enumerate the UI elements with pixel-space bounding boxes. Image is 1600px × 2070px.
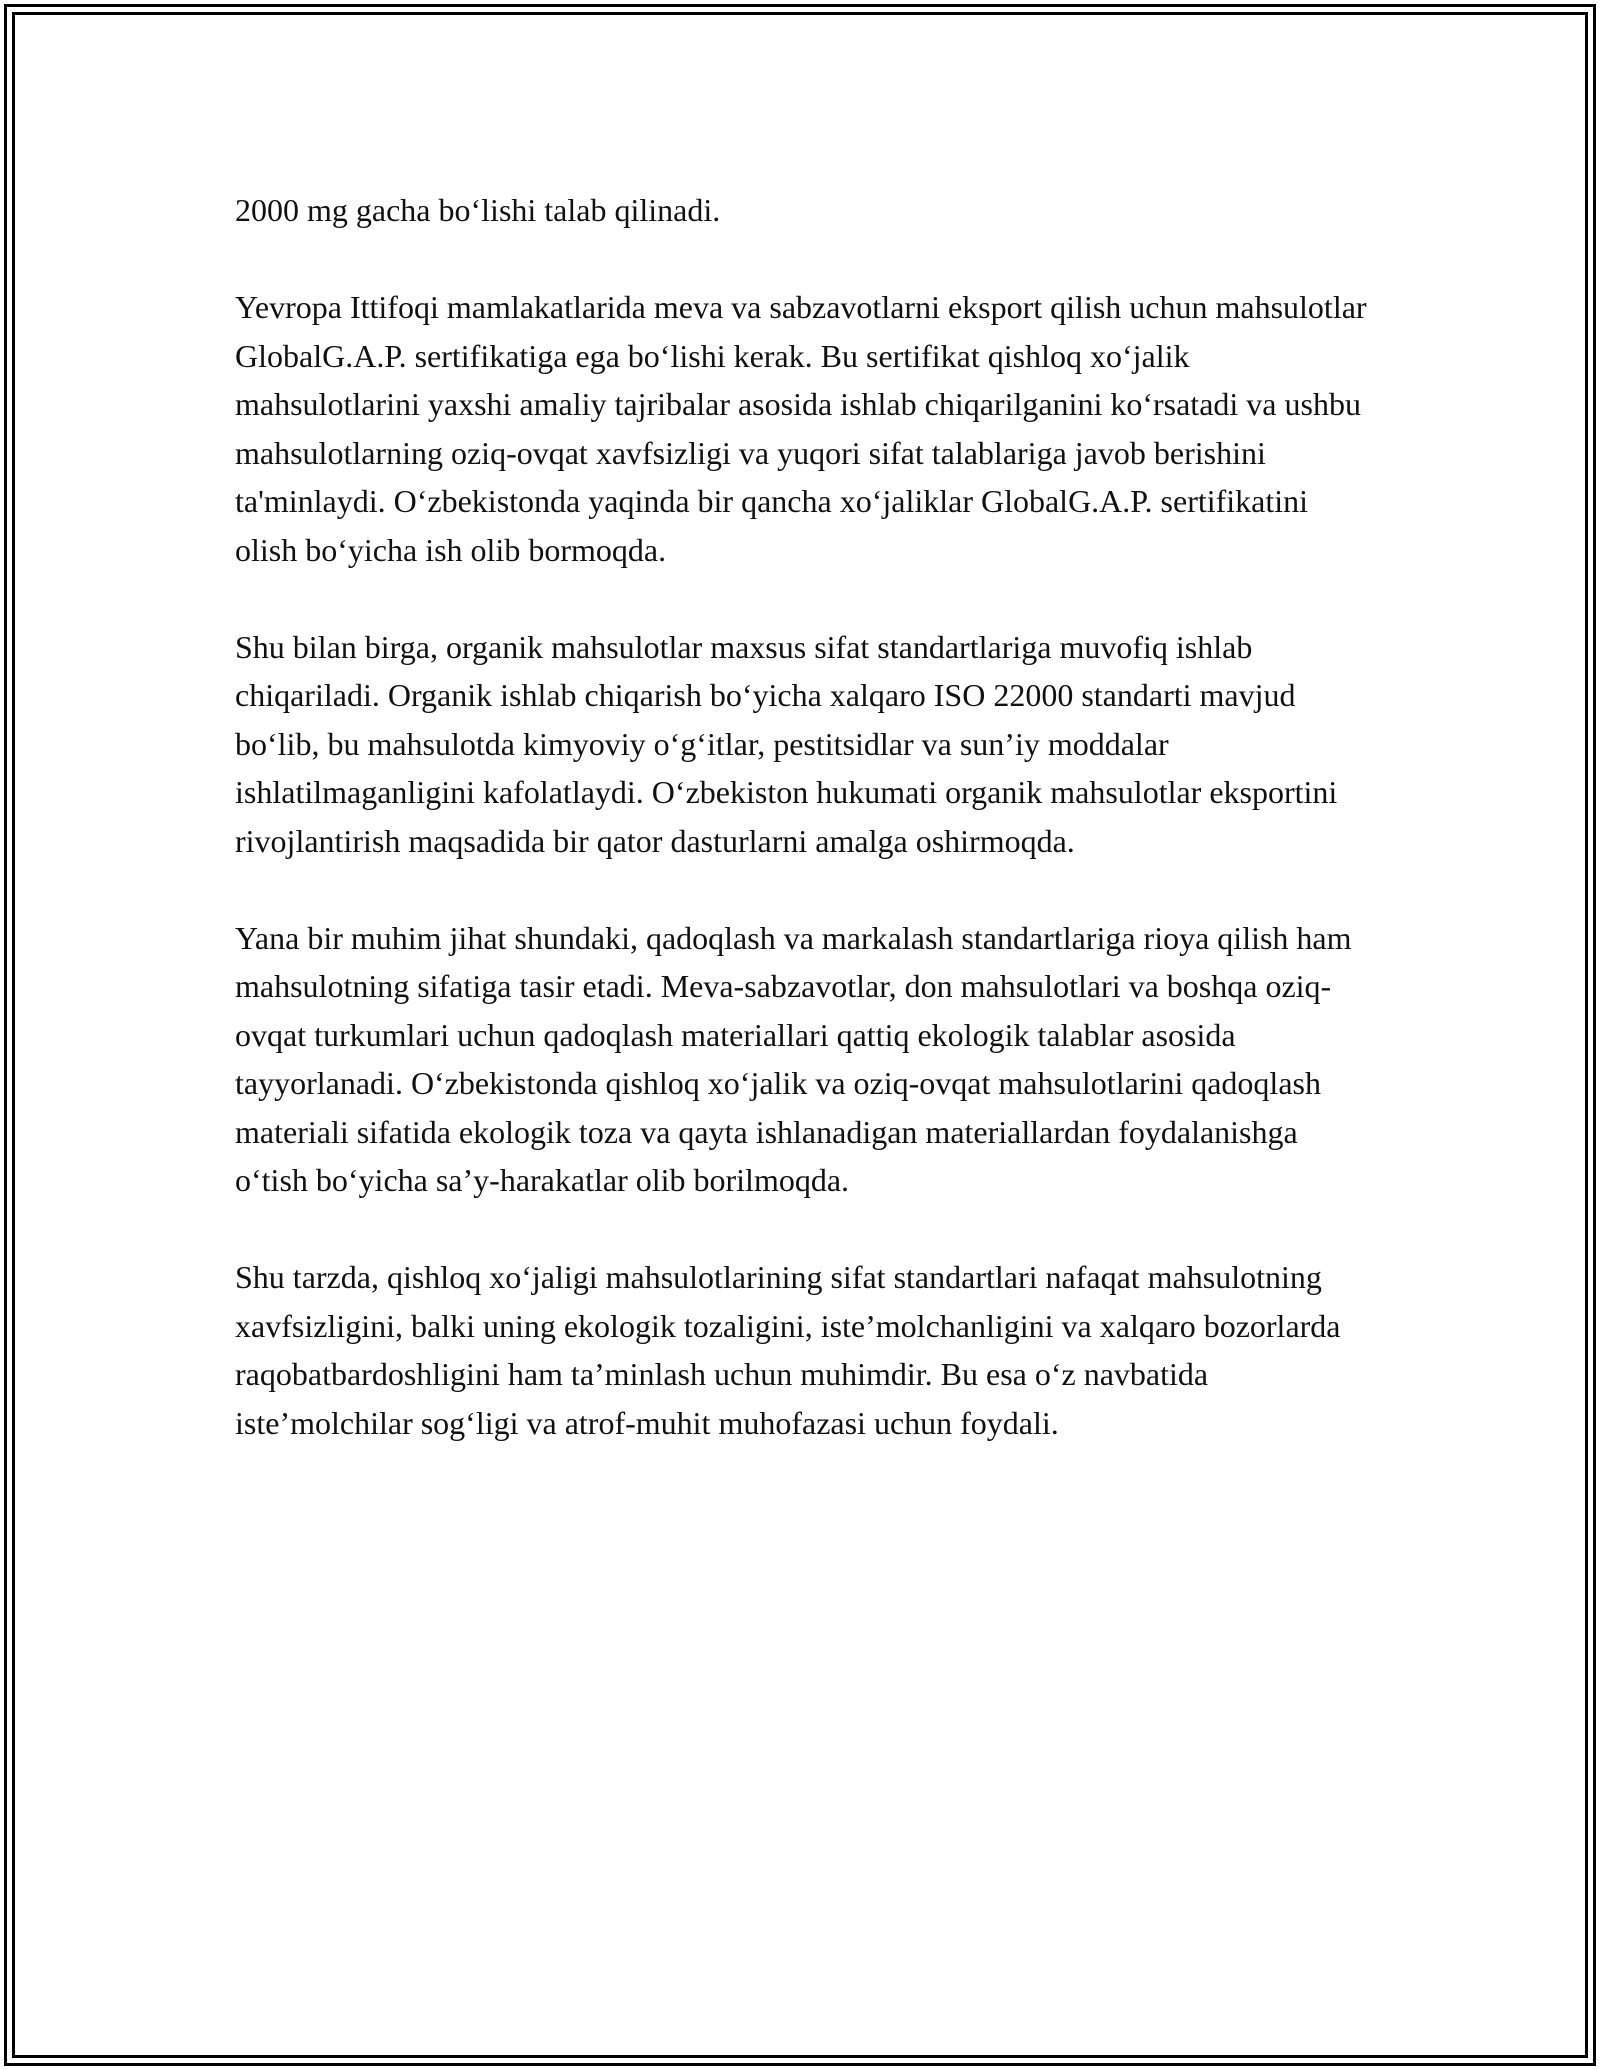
- document-body: [235, 186, 1375, 1496]
- paragraph-2: Yevropa Ittifoqi mamlakatlarida meva va sabzavotlarni eksport qilish uchun mahsulotlar GlobalG.A.P. sertifikatiga ega bo‘lishi kerak. Bu sertifikat qishloq xo‘jalik mahsulotlarini yaxshi amaliy tajribalar asosida ishlab chiqarilganini ko‘rsatadi va ushbu mahsulotlarning oziq-ovqat xavfsizligi va yuqori sifat talablariga javob berishini ta'minlaydi. O‘zbekistonda yaqinda bir qancha xo‘jaliklar GlobalG.A.P. sertifikatini olish bo‘yicha ish olib bormoqda.: [235, 289, 1367, 568]
- paragraph-3: Shu bilan birga, organik mahsulotlar maxsus sifat standartlariga muvofiq ishlab chiqariladi. Organik ishlab chiqarish bo‘yicha xalqaro ISO 22000 standarti mavjud bo‘lib, bu mahsulotda kimyoviy o‘g‘itlar, pestitsidlar va sun’iy moddalar ishlatilmaganligini kafolatlaydi. O‘zbekiston hukumati organik mahsulotlar eksportini rivojlantirish maqsadida bir qator dasturlarni amalga oshirmoqda.: [235, 628, 1338, 859]
- paragraph-1: 2000 mg gacha bo‘lishi talab qilinadi.: [235, 192, 721, 228]
- paragraph-5: Shu tarzda, qishloq xo‘jaligi mahsulotlarining sifat standartlari nafaqat mahsulotning xavfsizligini, balki uning ekologik tozaligini, iste’molchanligini va xalqaro bozorlarda raqobatbardoshligini ham ta’minlash uchun muhimdir. Bu esa o‘z navbatida iste’molchilar sog‘ligi va atrof-muhit muhofazasi uchun foydali.: [235, 1259, 1341, 1441]
- paragraph-4: Yana bir muhim jihat shundaki, qadoqlash va markalash standartlariga rioya qilish ham mahsulotning sifatiga tasir etadi. Meva-sabzavotlar, don mahsulotlari va boshqa oziq-ovqat turkumlari uchun qadoqlash materiallari qattiq ekologik talablar asosida tayyorlanadi. O‘zbekistonda qishloq xo‘jalik va oziq-ovqat mahsulotlarini qadoqlash materiali sifatida ekologik toza va qayta ishlanadigan materiallardan foydalanishga o‘tish bo‘yicha sa’y-harakatlar olib borilmoqda.: [235, 919, 1352, 1198]
